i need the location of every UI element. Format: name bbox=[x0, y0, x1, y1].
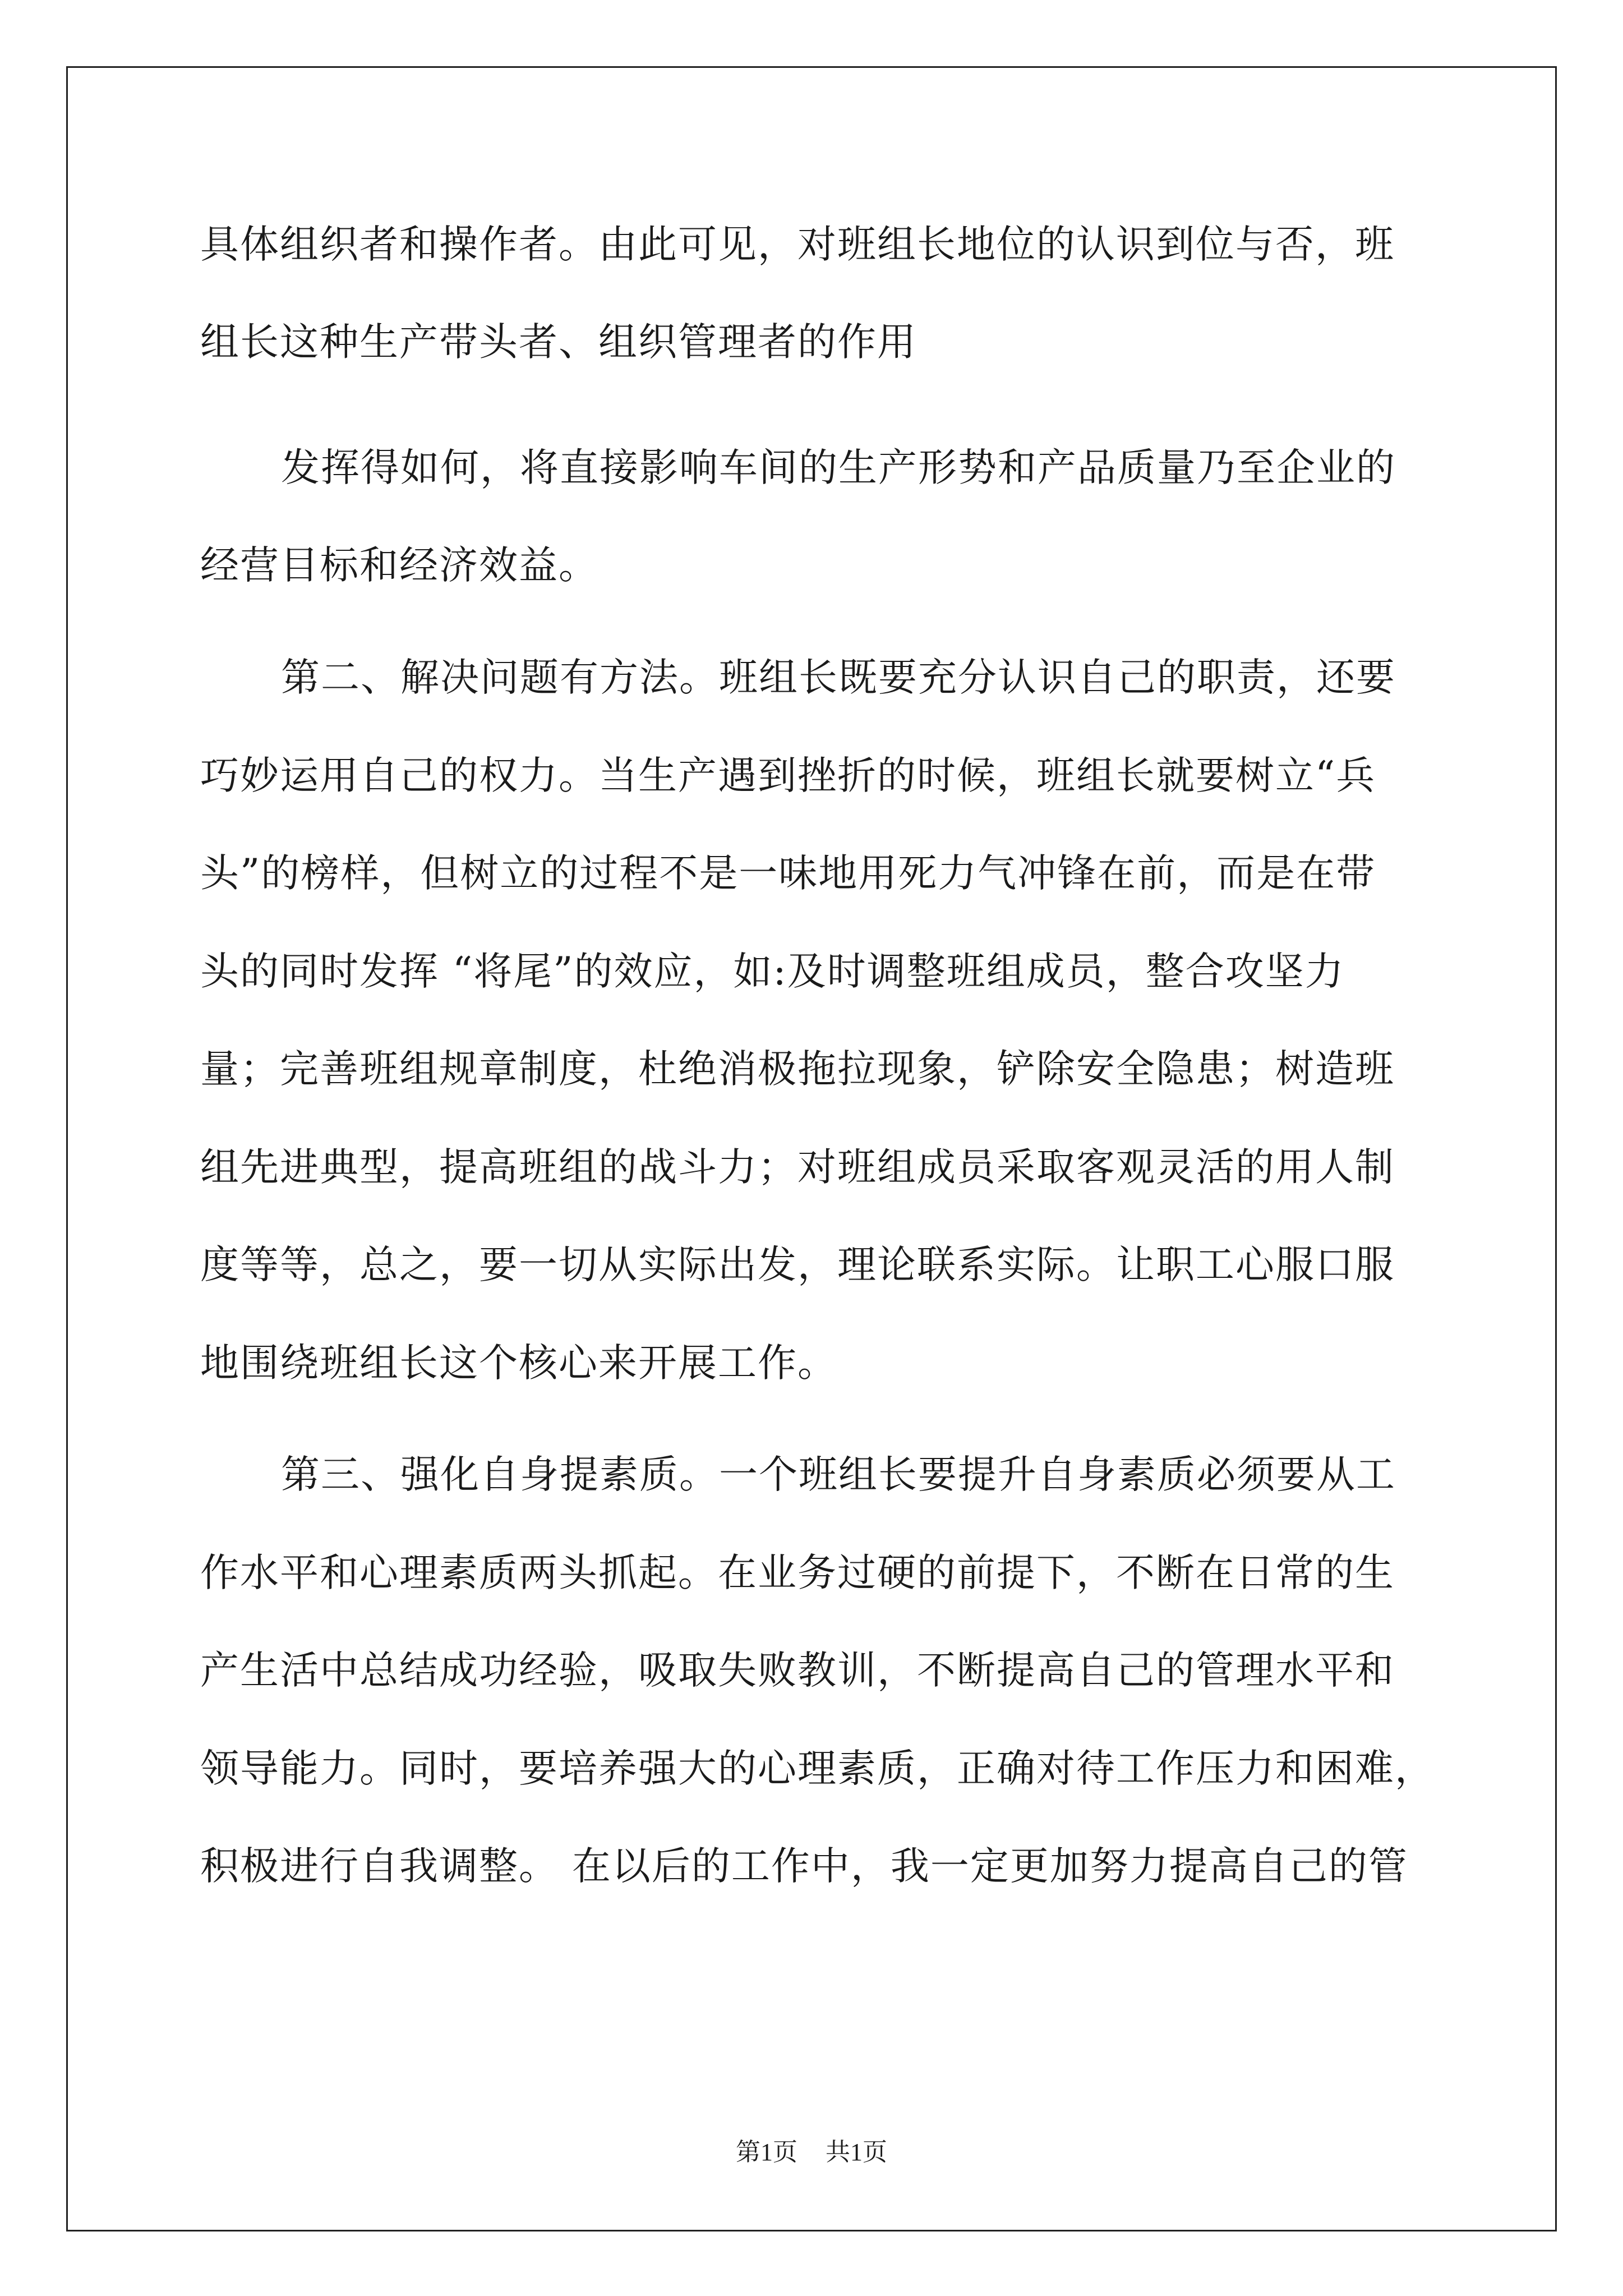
text-line: 作水平和心理素质两头抓起。在业务过硬的前提下，不断在日常的生 bbox=[200, 1550, 1395, 1595]
text-line: 组先进典型，提高班组的战斗力；对班组成员采取客观灵活的用人制 bbox=[200, 1145, 1395, 1190]
text-line: 具体组织者和操作者。由此可见，对班组长地位的认识到位与否，班 bbox=[200, 222, 1395, 267]
paragraph-start-line: 第二、解决问题有方法。班组长既要充分认识自己的职责，还要 bbox=[281, 655, 1396, 700]
page-footer bbox=[0, 2132, 1623, 2168]
text-line: 地围绕班组长这个核心来开展工作。 bbox=[200, 1341, 837, 1386]
text-line: 巧妙运用自己的权力。当生产遇到挫折的时候，班组长就要树立“兵 bbox=[200, 753, 1376, 798]
text-line: 量；完善班组规章制度，杜绝消极拖拉现象，铲除安全隐患；树造班 bbox=[200, 1047, 1395, 1092]
page-number: 第1页 bbox=[736, 2138, 797, 2166]
page-total: 共1页 bbox=[826, 2138, 887, 2166]
text-line: 领导能力。同时，要培养强大的心理素质，正确对待工作压力和困难， bbox=[200, 1746, 1435, 1791]
text-line: 产生活中总结成功经验，吸取失败教训，不断提高自己的管理水平和 bbox=[200, 1648, 1395, 1693]
text-line: 头”的榜样，但树立的过程不是一味地用死力气冲锋在前，而是在带 bbox=[200, 851, 1376, 896]
text-line: 度等等，总之，要一切从实际出发，理论联系实际。让职工心服口服 bbox=[200, 1243, 1395, 1287]
paragraph-start-line: 第三、强化自身提素质。一个班组长要提升自身素质必须要从工 bbox=[281, 1452, 1396, 1497]
text-line: 积极进行自我调整。 在以后的工作中，我一定更加努力提高自己的管 bbox=[200, 1844, 1408, 1889]
text-line: 经营目标和经济效益。 bbox=[200, 543, 598, 588]
paragraph-start-line: 发挥得如何，将直接影响车间的生产形势和产品质量乃至企业的 bbox=[281, 445, 1396, 490]
text-line: 头的同时发挥 “将尾”的效应，如:及时调整班组成员，整合攻坚力 bbox=[200, 949, 1345, 994]
text-line: 组长这种生产带头者、组织管理者的作用 bbox=[200, 320, 917, 365]
